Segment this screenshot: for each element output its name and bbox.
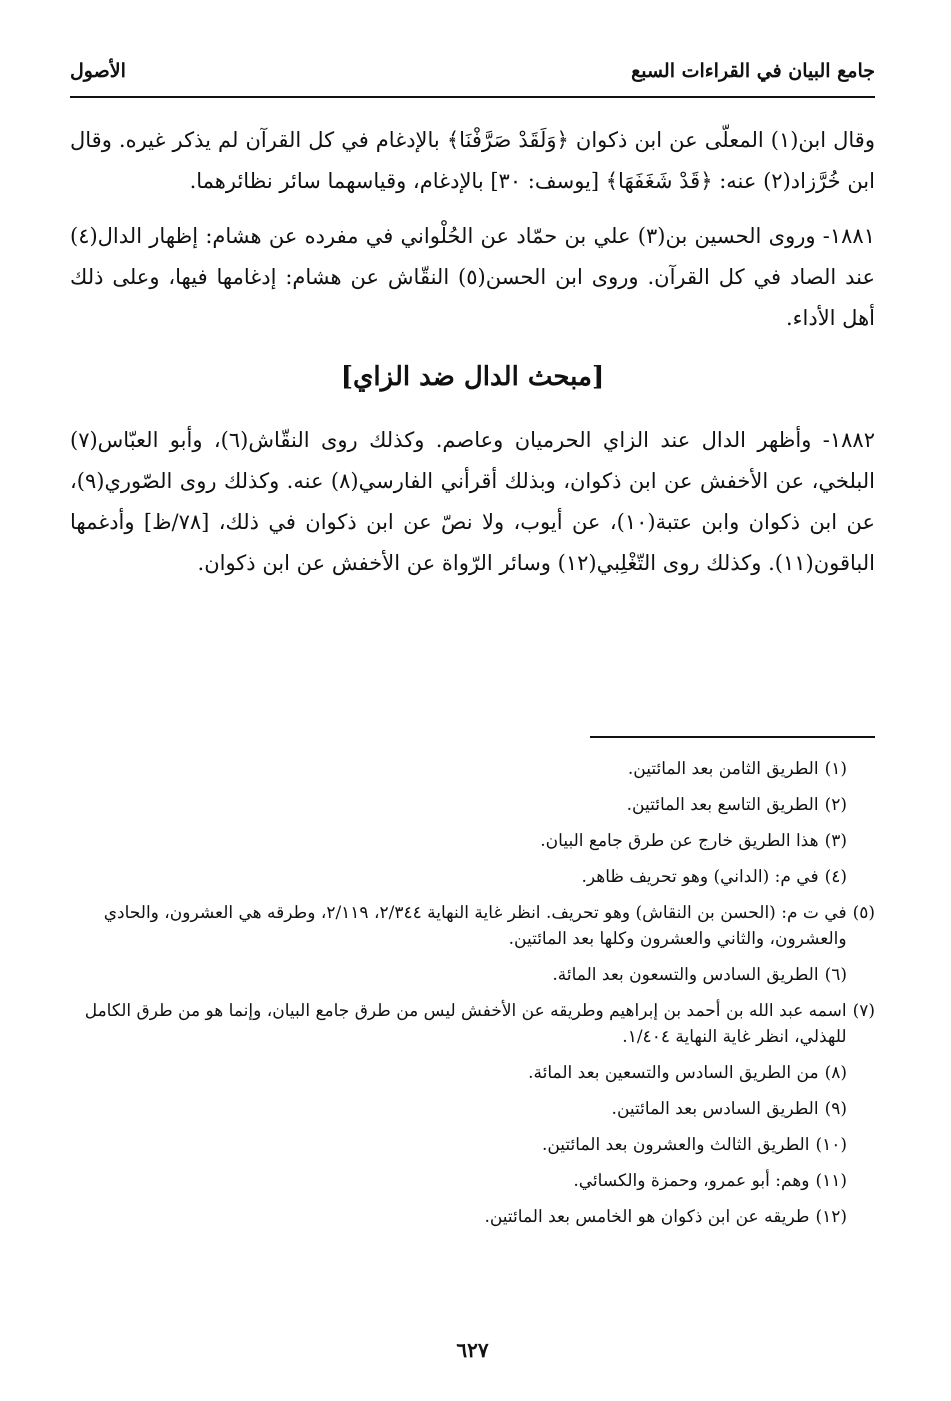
footnote-number: (١٢) (815, 1207, 847, 1227)
footnote (70, 900, 875, 952)
paragraph: ١٨٨٢- وأظهر الدال عند الزاي الحرميان وعاصم. وكذلك روى النقّاش(٦)، وأبو العبّاس(٧) البلخي، عن الأخفش عن ابن ذكوان، وبذلك أقرأني الفارسي(٨) عنه. وكذلك روى الصّوري(٩)، عن ابن ذكوان وابن عتبة(١٠)، عن أيوب، ولا نصّ عن ابن ذكوان في ذلك، [٧٨/ظ] وأدغمها الباقون(١١). وكذلك روى التّغْلِبي(١٢) وسائر الرّواة عن الأخفش عن ابن ذكوان. (70, 428, 875, 575)
footnotes (70, 756, 875, 1240)
footnote (70, 1204, 875, 1230)
page-number: ٦٢٧ (456, 1338, 489, 1362)
footnote (70, 792, 875, 818)
footnote-number: (١) (824, 759, 847, 779)
footnote (70, 828, 875, 854)
footnote (70, 962, 875, 988)
book-title: جامع البيان في القراءات السبع (631, 60, 875, 82)
footnote-text: هذا الطريق خارج عن طرق جامع البيان. (540, 831, 819, 851)
footnote (70, 998, 875, 1050)
footnote (70, 1168, 875, 1194)
paragraph: وقال ابن(١) المعلّى عن ابن ذكوان ﴿وَلَقَدْ صَرَّفْنَا﴾ بالإدغام في كل القرآن لم يذكر غيره. وقال ابن خُرَّزاد(٢) عنه: ﴿قَدْ شَغَفَهَا﴾ [يوسف: ٣٠] بالإدغام، وقياسهما سائر نظائرهما. (70, 128, 875, 193)
footnote-text: الطريق السادس بعد المائتين. (611, 1099, 819, 1119)
footnote-number: (١٠) (815, 1135, 847, 1155)
footnote-text: من الطريق السادس والتسعين بعد المائة. (528, 1063, 819, 1083)
footnote-text: الطريق السادس والتسعون بعد المائة. (552, 965, 819, 985)
main-text (70, 120, 875, 598)
footnote-text: الطريق الثامن بعد المائتين. (627, 759, 819, 779)
section-title: الأصول (70, 60, 126, 82)
running-header (70, 48, 875, 98)
footnote (70, 1060, 875, 1086)
footnote (70, 864, 875, 890)
footnote (70, 1132, 875, 1158)
footnote-number: (٥) (852, 903, 875, 923)
footnote-text: اسمه عبد الله بن أحمد بن إبراهيم وطريقه عن الأخفش ليس من طرق جامع البيان، وإنما هو من طرق الكامل للهذلي، انظر غاية النهاية ١/٤٠٤. (84, 1001, 847, 1047)
footnote-text: طريقه عن ابن ذكوان هو الخامس بعد المائتين. (484, 1207, 810, 1227)
footnote-separator (590, 736, 875, 738)
footnote-number: (٨) (824, 1063, 847, 1083)
footnote-text: في ت م: (الحسن بن النقاش) وهو تحريف. انظر غاية النهاية ٢/٣٤٤، ٢/١١٩، وطرقه هي العشرون، والحادي والعشرون، والثاني والعشرون وكلها بعد المائتين. (103, 903, 847, 949)
footnote (70, 756, 875, 782)
footnote-text: الطريق الثالث والعشرون بعد المائتين. (541, 1135, 810, 1155)
footnote-number: (٦) (824, 965, 847, 985)
footnote-number: (٧) (852, 1001, 875, 1021)
footnote (70, 1096, 875, 1122)
footnote-number: (١١) (815, 1171, 847, 1191)
footnote-number: (٤) (824, 867, 847, 887)
footnote-text: الطريق التاسع بعد المائتين. (626, 795, 819, 815)
footnote-number: (٣) (824, 831, 847, 851)
section-heading: [مبحث الدال ضد الزاي] (340, 362, 605, 392)
footnote-number: (٢) (824, 795, 847, 815)
footnote-text: وهم: أبو عمرو، وحمزة والكسائي. (573, 1171, 810, 1191)
document-page (70, 48, 875, 1368)
footnote-text: في م: (الداني) وهو تحريف ظاهر. (581, 867, 819, 887)
paragraph: ١٨٨١- وروى الحسين بن(٣) علي بن حمّاد عن الحُلْواني في مفرده عن هشام: إظهار الدال(٤) عند الصاد في كل القرآن. وروى ابن الحسن(٥) النقّاش عن هشام: إدغامها فيها، وعلى ذلك أهل الأداء. (70, 224, 875, 330)
footnote-number: (٩) (824, 1099, 847, 1119)
